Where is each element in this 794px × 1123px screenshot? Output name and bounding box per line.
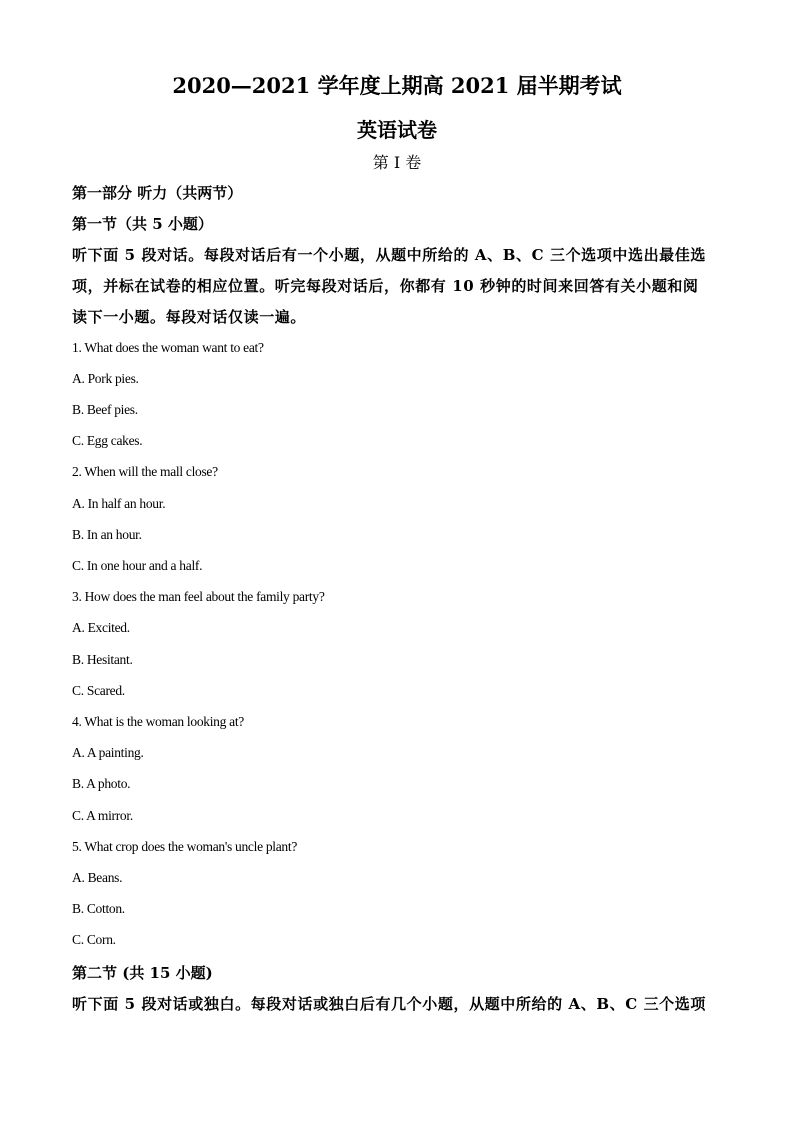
question-option: B. Hesitant.: [72, 652, 133, 667]
exam-subject: 英语试卷: [357, 118, 437, 142]
question-option: A. Pork pies.: [72, 371, 139, 386]
question-option: B. Cotton.: [72, 901, 125, 916]
question-option: C. Scared.: [72, 683, 125, 698]
section1-heading: 第一节（共 5 小题）: [72, 215, 213, 233]
question-option: C. Corn.: [72, 932, 116, 947]
question-option: C. A mirror.: [72, 808, 133, 823]
question-option: B. A photo.: [72, 776, 131, 791]
section2-heading: 第二节 (共 15 小题): [72, 964, 213, 982]
question-option: A. A painting.: [72, 745, 144, 760]
question-stem: 3. How does the man feel about the family party?: [72, 589, 325, 604]
question-stem: 1. What does the woman want to eat?: [72, 340, 264, 355]
question-option: A. In half an hour.: [72, 496, 166, 511]
section1-instruction-line: 项，并标在试卷的相应位置。听完每段对话后，你都有 10 秒钟的时间来回答有关小题和阅: [72, 277, 699, 295]
question-stem: 4. What is the woman looking at?: [72, 714, 244, 729]
section1-instruction-line: 听下面 5 段对话。每段对话后有一个小题，从题中所给的 A、B、C 三个选项中选出最佳选: [72, 246, 706, 264]
question-option: A. Excited.: [72, 620, 130, 635]
question-stem: 2. When will the mall close?: [72, 464, 218, 479]
section2-instruction-line: 听下面 5 段对话或独白。每段对话或独白后有几个小题，从题中所给的 A、B、C 三个选项: [72, 995, 706, 1013]
question-stem: 5. What crop does the woman's uncle plant?: [72, 839, 298, 854]
volume-label: 第 I 卷: [372, 153, 422, 172]
question-option: C. Egg cakes.: [72, 433, 143, 448]
part-heading: 第一部分 听力（共两节）: [72, 184, 243, 202]
question-option: B. In an hour.: [72, 527, 142, 542]
question-option: C. In one hour and a half.: [72, 558, 203, 573]
section1-instruction-line: 读下一小题。每段对话仅读一遍。: [72, 308, 307, 326]
exam-title: 2020—2021 学年度上期高 2021 届半期考试: [172, 73, 622, 98]
question-option: A. Beans.: [72, 870, 123, 885]
question-option: B. Beef pies.: [72, 402, 138, 417]
